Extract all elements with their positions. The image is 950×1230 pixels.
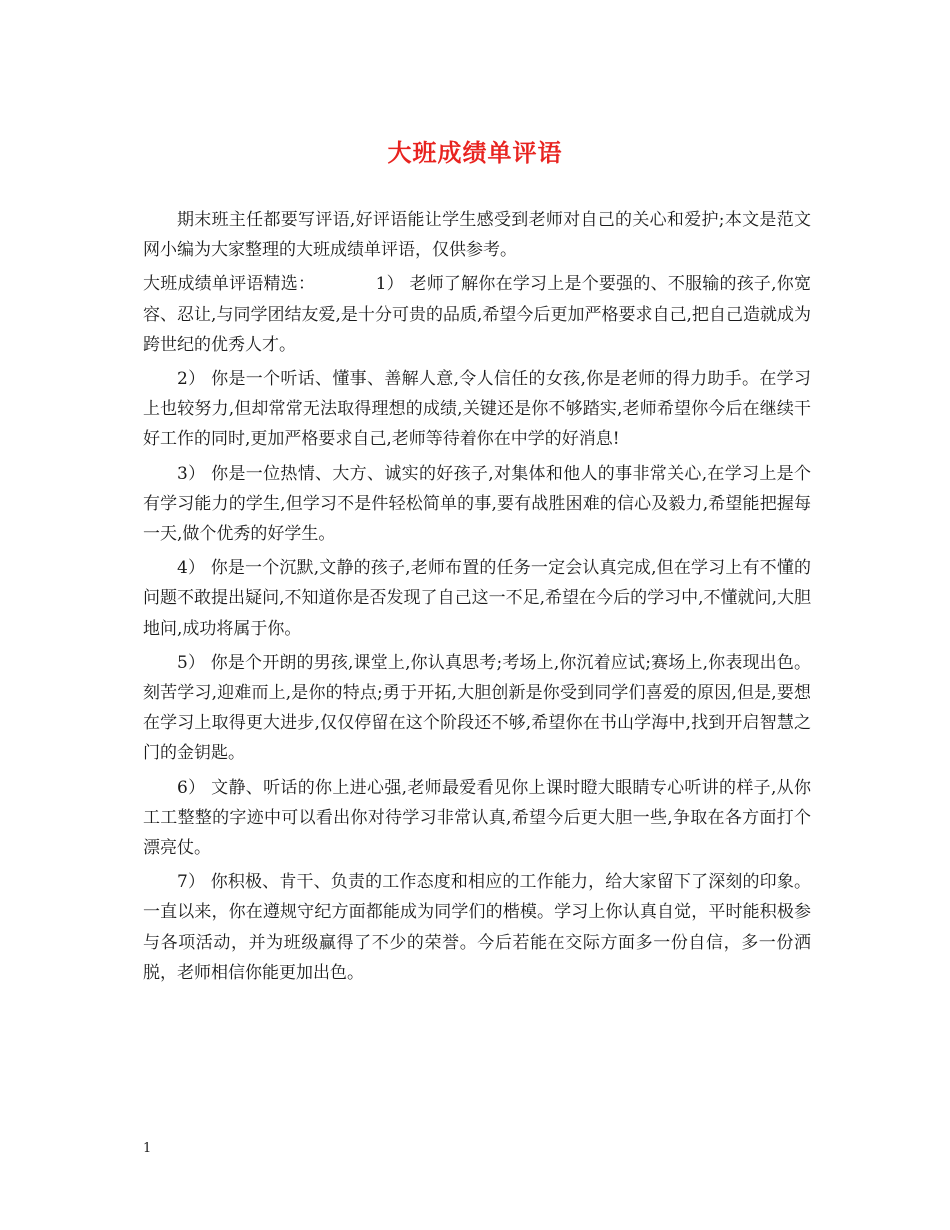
comment-paragraph-5: 5） 你是个开朗的男孩,课堂上,你认真思考;考场上,你沉着应试;赛场上,你表现出色。刻苦学习,迎难而上,是你的特点;勇于开拓,大胆创新是你受到同学们喜爱的原因,但是,要想在学习上取得更大进步,仅仅停留在这个阶段还不够,希望你在书山学海中,找到开启智慧之门的金钥匙。 <box>143 652 811 764</box>
document-title: 大班成绩单评语 <box>387 138 563 167</box>
comment-paragraph-1: 大班成绩单评语精选： 1） 老师了解你在学习上是个要强的、不服输的孩子,你宽容、忍让,与同学团结友爱,是十分可贵的品质,希望今后更加严格要求自己,把自己造就成为跨世纪的优秀人才。 <box>143 274 811 355</box>
comment-paragraph-6: 6） 文静、听话的你上进心强,老师最爱看见你上课时瞪大眼睛专心听讲的样子,从你工工整整的字迹中可以看出你对待学习非常认真,希望今后更大胆一些,争取在各方面打个漂亮仗。 <box>143 777 811 859</box>
page-number: 1 <box>143 1141 152 1156</box>
comment-paragraph-7: 7） 你积极、肯干、负责的工作态度和相应的工作能力，给大家留下了深刻的印象。一直以来，你在遵规守纪方面都能成为同学们的楷模。学习上你认真自觉，平时能积极参与各项活动，并为班级赢得了不少的荣誉。今后若能在交际方面多一份自信，多一份洒脱，老师相信你能更加出色。 <box>143 872 811 983</box>
document-body <box>143 205 811 992</box>
comment-paragraph-2: 2） 你是一个听话、懂事、善解人意,令人信任的女孩,你是老师的得力助手。在学习上也较努力,但却常常无法取得理想的成绩,关键还是你不够踏实,老师希望你今后在继续干好工作的同时,更加严格要求自己,老师等待着你在中学的好消息! <box>143 369 811 450</box>
intro-paragraph: 期末班主任都要写评语,好评语能让学生感受到老师对自己的关心和爱护;本文是范文网小编为大家整理的大班成绩单评语，仅供参考。 <box>143 210 811 261</box>
comment-paragraph-3: 3） 你是一位热情、大方、诚实的好孩子,对集体和他人的事非常关心,在学习上是个有学习能力的学生,但学习不是件轻松简单的事,要有战胜困难的信心及毅力,希望能把握每一天,做个优秀的好学生。 <box>143 463 811 545</box>
comment-paragraph-4: 4） 你是一个沉默,文静的孩子,老师布置的任务一定会认真完成,但在学习上有不懂的问题不敢提出疑问,不知道你是否发现了自己这一不足,希望在今后的学习中,不懂就问,大胆地问,成功将属于你。 <box>143 558 811 639</box>
